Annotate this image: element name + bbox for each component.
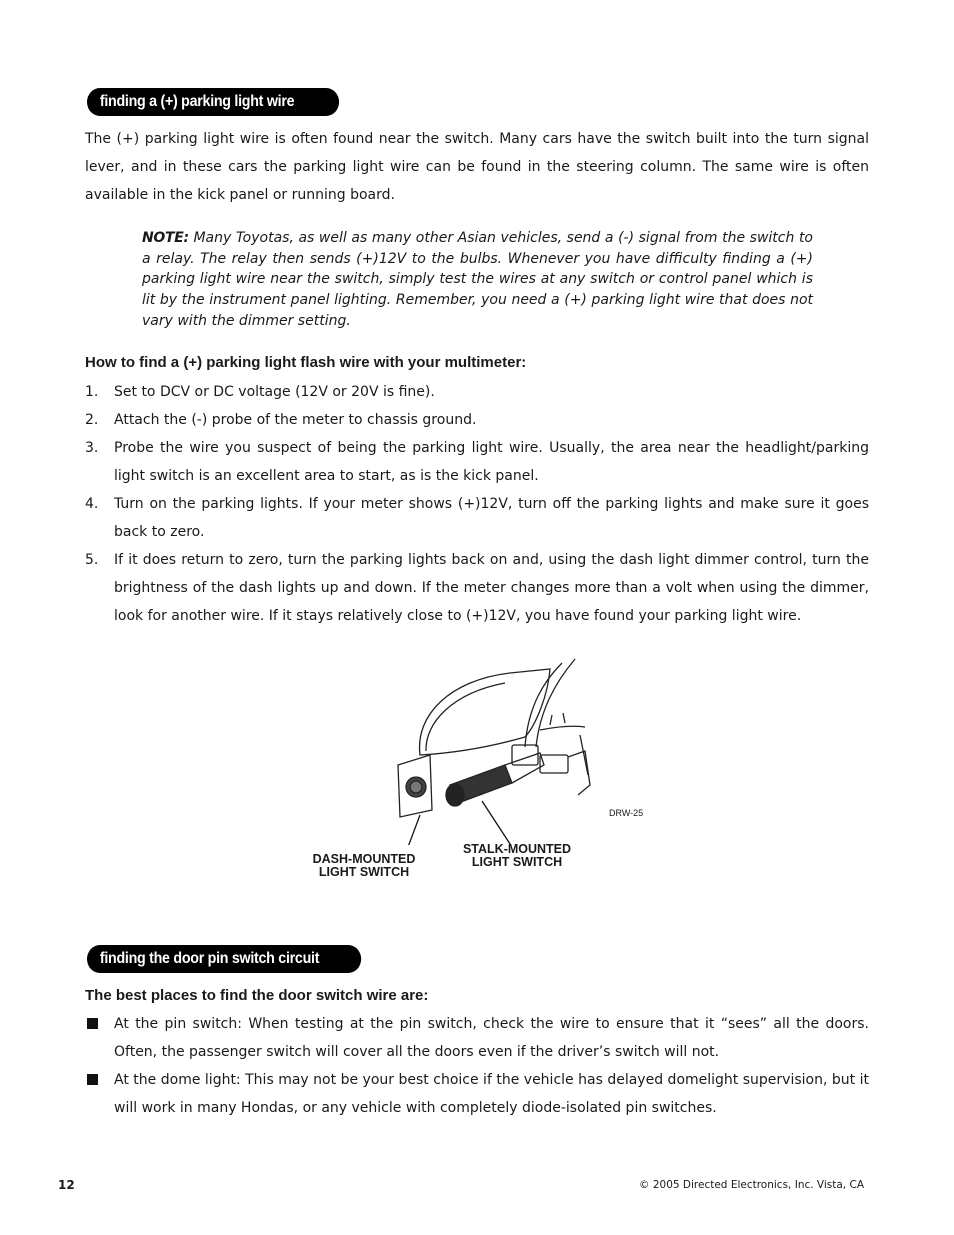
copyright: © 2005 Directed Electronics, Inc. Vista, CA xyxy=(639,1179,864,1191)
door-switch-subheading: The best places to find the door switch wire are: xyxy=(85,987,429,1004)
list-item xyxy=(85,1066,869,1122)
section-heading-door-pin xyxy=(87,945,361,973)
howto-heading: How to find a (+) parking light flash wire with your multimeter: xyxy=(85,354,527,371)
section-heading-parking-light xyxy=(87,88,339,116)
step-text: Probe the wire you suspect of being the parking light wire. Usually, the area near the headlight/parking light switch is an excellent area to start, as is the kick panel. xyxy=(114,440,869,484)
bullet-text: At the pin switch: When testing at the pin switch, check the wire to ensure that it “sees” all the doors. Often, the passenger switch will cover all the doors even if the driver’s switch will not. xyxy=(114,1016,869,1060)
step-text: Attach the (-) probe of the meter to chassis ground. xyxy=(114,412,477,428)
step-text: Turn on the parking lights. If your meter shows (+)12V, turn off the parking lights and make sure it goes back to zero. xyxy=(114,496,869,540)
step-number: 5. xyxy=(85,552,99,568)
dash-switch-label-line2: LIGHT SWITCH xyxy=(318,865,410,879)
list-item xyxy=(85,546,869,630)
step-number: 2. xyxy=(85,412,99,428)
list-item xyxy=(85,1010,869,1066)
list-item xyxy=(85,490,869,546)
page-number: 12 xyxy=(58,1178,75,1192)
step-text: If it does return to zero, turn the parking lights back on and, using the dash light dimmer control, turn the brightness of the dash lights up and down. If the meter changes more than a volt when using the dimmer, look for another wire. If it stays relatively close to (+)12V, you have found your parking light wire. xyxy=(114,552,869,624)
section-heading-text: finding a (+) parking light wire xyxy=(99,93,295,110)
figure-code: DRW-25 xyxy=(609,808,644,818)
step-text: Set to DCV or DC voltage (12V or 20V is fine). xyxy=(114,384,435,400)
bullet-square-icon xyxy=(87,1018,98,1029)
steps-list xyxy=(85,378,869,630)
list-item xyxy=(85,378,869,406)
intro-paragraph: The (+) parking light wire is often found near the switch. Many cars have the switch built into the turn signal lever, and in these cars the parking light wire can be found in the steering column. The same wire is often available in the kick panel or running board. xyxy=(85,131,869,203)
step-number: 1. xyxy=(85,384,99,400)
dash-switch-label xyxy=(304,853,424,879)
door-bullets xyxy=(85,1010,869,1122)
list-item xyxy=(85,406,869,434)
stalk-switch-label xyxy=(456,843,578,869)
light-switch-illustration xyxy=(300,655,660,845)
dash-switch-label-line1: DASH-MOUNTED xyxy=(312,852,416,866)
stalk-switch-label-line2: LIGHT SWITCH xyxy=(471,855,563,869)
bullet-square-icon xyxy=(87,1074,98,1085)
stalk-switch-label-line1: STALK-MOUNTED xyxy=(462,842,572,856)
note-block xyxy=(142,228,813,332)
list-item xyxy=(85,434,869,490)
bullet-text: At the dome light: This may not be your best choice if the vehicle has delayed domelight supervision, but it will work in many Hondas, or any vehicle with completely diode-isolated pin switches. xyxy=(114,1072,869,1116)
section-heading-text: finding the door pin switch circuit xyxy=(99,950,320,967)
note-text: Many Toyotas, as well as many other Asian vehicles, send a (-) signal from the switch to a relay. The relay then sends (+)12V to the bulbs. Whenever you have difficulty finding a (+) parking light wire near the switch, simply test the wires at any switch or control panel which is lit by the instrument panel lighting. Remember, you need a (+) parking light wire that does not vary with the dimmer setting. xyxy=(142,230,813,329)
step-number: 3. xyxy=(85,440,99,456)
note-label: NOTE: xyxy=(142,230,189,246)
step-number: 4. xyxy=(85,496,99,512)
